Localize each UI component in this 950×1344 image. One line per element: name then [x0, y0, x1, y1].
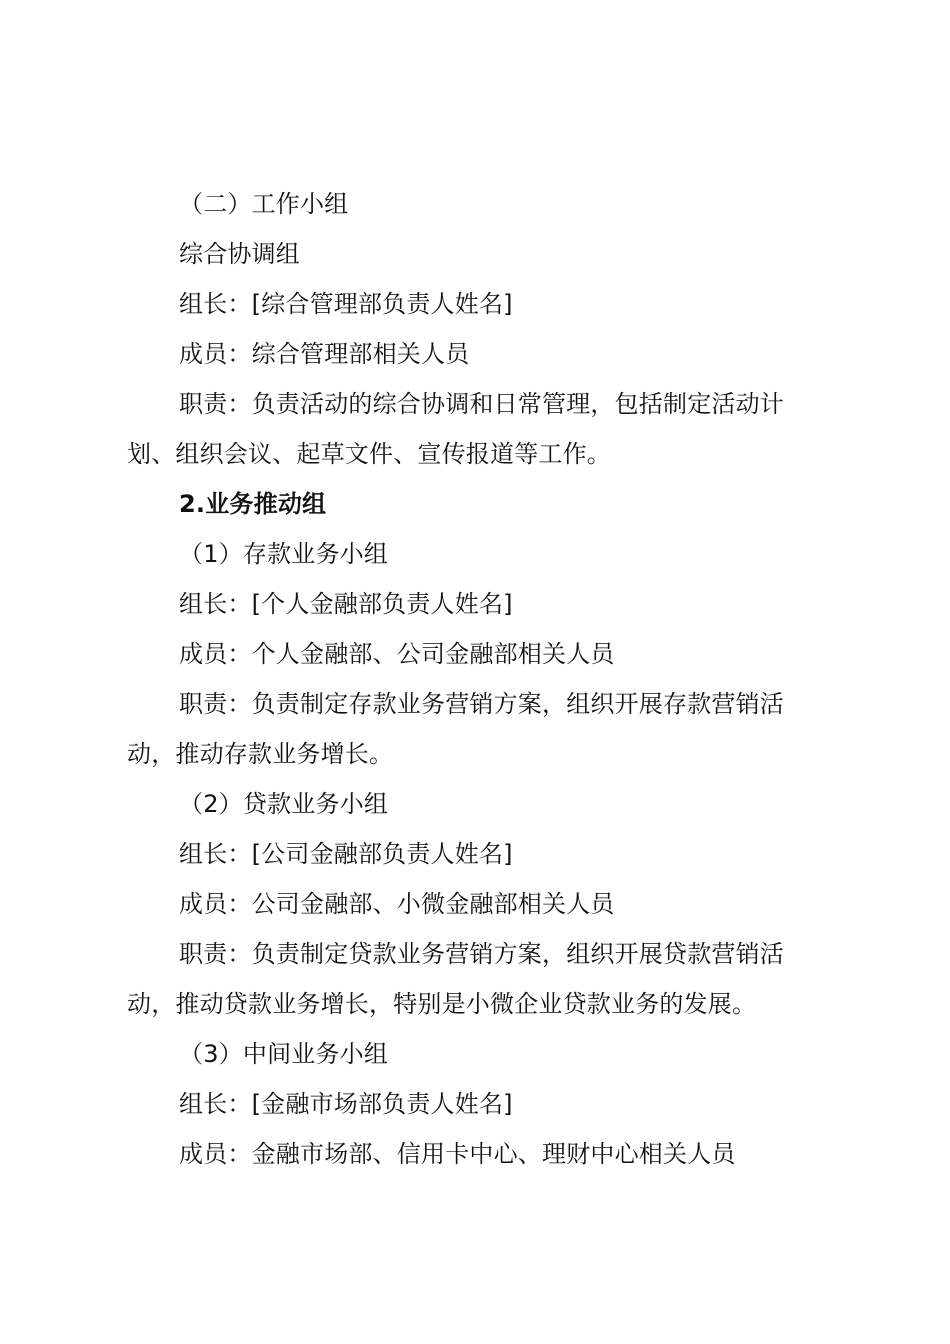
group-duties: 职责：负责活动的综合协调和日常管理，包括制定活动计: [179, 390, 784, 418]
subgroup-duties: 职责：负责制定存款业务营销方案，组织开展存款营销活: [179, 690, 784, 718]
group-members: 成员：综合管理部相关人员: [179, 340, 470, 368]
subgroup-leader: 组长：[公司金融部负责人姓名]: [179, 840, 513, 868]
subgroup-leader: 组长：[个人金融部负责人姓名]: [179, 590, 513, 618]
subgroup-members: 成员：金融市场部、信用卡中心、理财中心相关人员: [179, 1140, 736, 1168]
subgroup-title: （3）中间业务小组: [179, 1040, 389, 1068]
group-duties-continued: 划、组织会议、起草文件、宣传报道等工作。: [127, 440, 611, 468]
subgroup-duties-continued: 动，推动贷款业务增长，特别是小微企业贷款业务的发展。: [127, 990, 757, 1018]
group-title: 综合协调组: [179, 240, 300, 268]
section-heading: （二）工作小组: [179, 190, 349, 218]
subgroup-title: （2）贷款业务小组: [179, 790, 389, 818]
subgroup-duties-continued: 动，推动存款业务增长。: [127, 740, 394, 768]
group-leader: 组长：[综合管理部负责人姓名]: [179, 290, 513, 318]
subgroup-members: 成员：公司金融部、小微金融部相关人员: [179, 890, 615, 918]
subsection-heading: 2.业务推动组: [179, 490, 327, 518]
subgroup-members: 成员：个人金融部、公司金融部相关人员: [179, 640, 615, 668]
subgroup-leader: 组长：[金融市场部负责人姓名]: [179, 1090, 513, 1118]
subgroup-title: （1）存款业务小组: [179, 540, 389, 568]
subgroup-duties: 职责：负责制定贷款业务营销方案，组织开展贷款营销活: [179, 940, 784, 968]
